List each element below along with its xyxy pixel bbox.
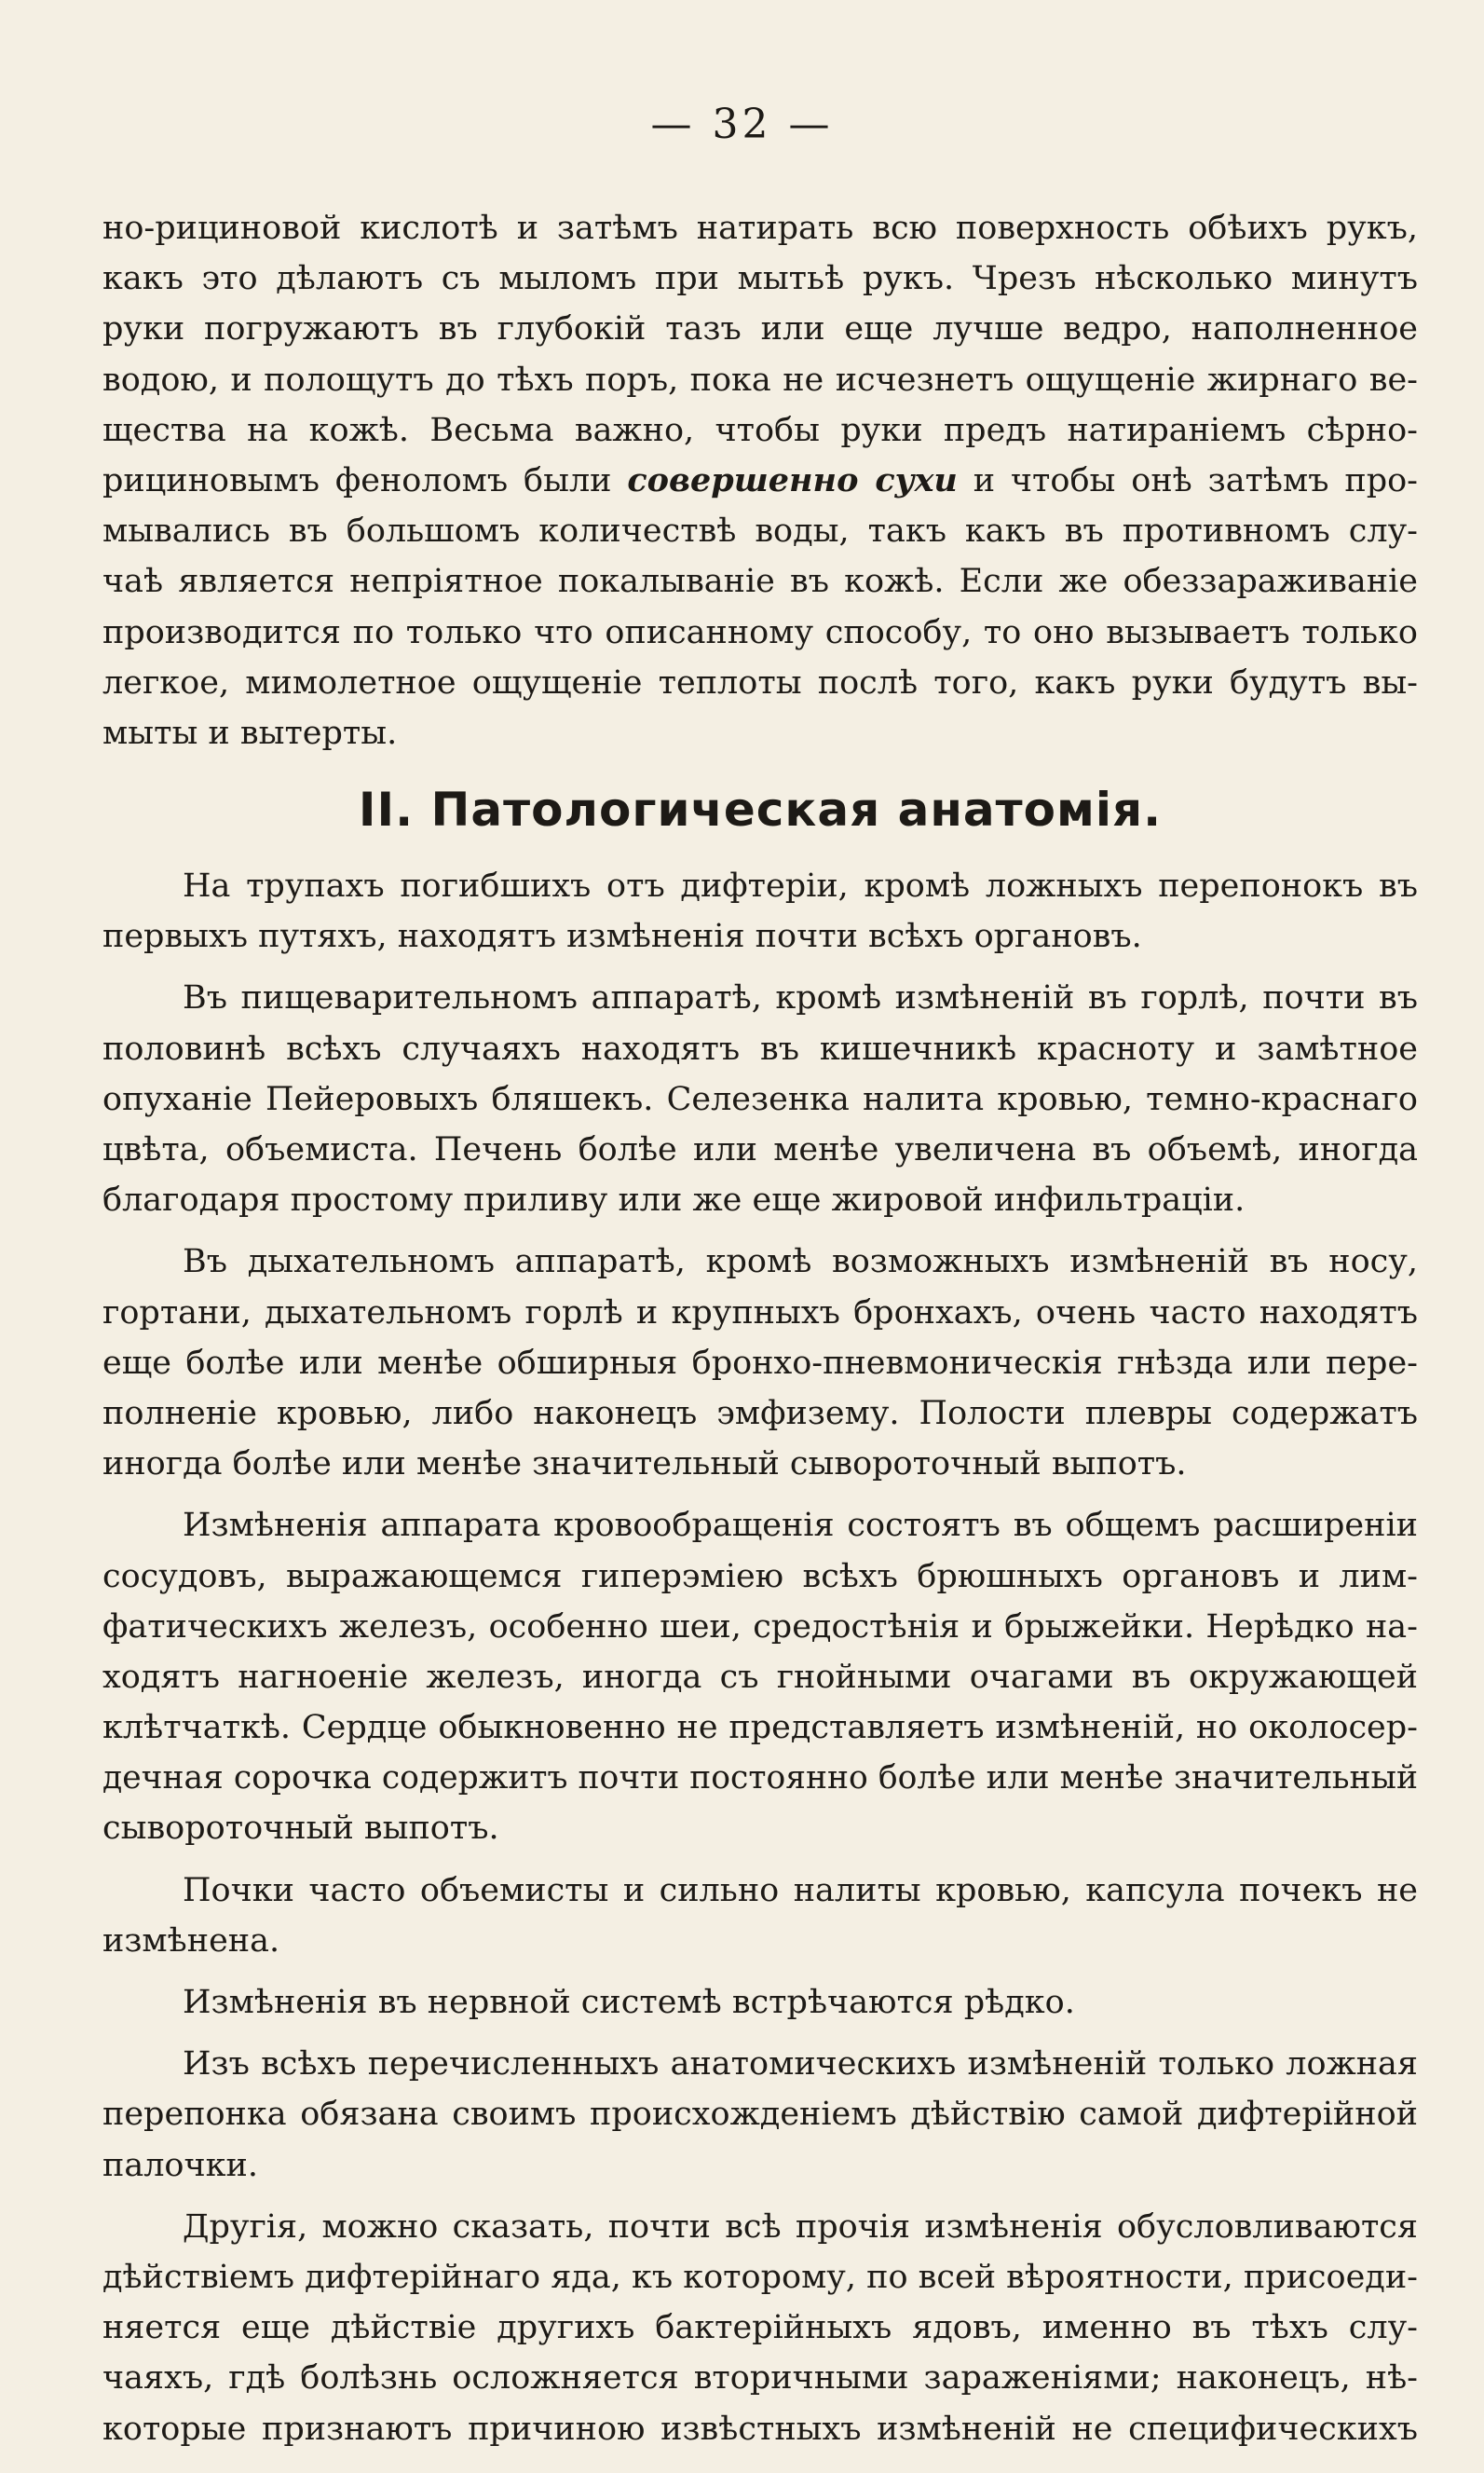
text-line: чаѣ является непріятное покалываніе въ кожѣ. Если же обеззараживаніе: [102, 563, 1418, 601]
text-line: первыхъ путяхъ, находятъ измѣненія почти всѣхъ органовъ.: [102, 918, 1142, 956]
text-line: иногда болѣе или менѣе значительный сывороточный выпотъ.: [102, 1445, 1187, 1483]
text-line: легкое, мимолетное ощущеніе теплоты послѣ того, какъ руки будутъ вы-: [102, 663, 1418, 702]
text-line: цвѣта, объемиста. Печень болѣе или менѣе увеличена въ объемѣ, иногда: [102, 1131, 1418, 1168]
text-line: Въ пищеварительномъ аппаратѣ, кромѣ измѣненій въ горлѣ, почти въ: [183, 979, 1418, 1018]
section-body: [102, 861, 1418, 2454]
paragraph: [102, 2202, 1418, 2454]
section-heading: II. Патологическая анатомія.: [358, 783, 1163, 838]
text-line: дечная сорочка содержитъ почти постоянно болѣе или менѣе значительный: [102, 1759, 1418, 1797]
text-line: Почки часто объемисты и сильно налиты кровью, капсула почекъ не: [183, 1871, 1418, 1909]
text-line: сосудовъ, выражающемся гиперэміею всѣхъ брюшныхъ органовъ и лим-: [102, 1557, 1418, 1595]
text-line: перепонка обязана своимъ происхожденіемъ дѣйствію самой дифтерійной: [102, 2096, 1418, 2134]
paragraph: [102, 1977, 1418, 2028]
paragraph: [102, 2039, 1418, 2191]
emphasized-text: совершенно сухи: [627, 460, 958, 499]
paragraph: [102, 973, 1418, 1225]
text-line: благодаря простому приливу или же еще жировой инфильтраціи.: [102, 1182, 1246, 1220]
text-line: ходятъ нагноеніе железъ, иногда съ гнойными очагами въ окружающей: [102, 1658, 1418, 1696]
text-line: гортани, дыхательномъ горлѣ и крупныхъ бронхахъ, очень часто находятъ: [102, 1293, 1418, 1332]
text-line-with-emphasis: [102, 456, 1418, 506]
text-line: клѣтчаткѣ. Сердце обыкновенно не представляетъ измѣненій, но околосер-: [102, 1709, 1418, 1747]
text-line: Измѣненія въ нервной системѣ встрѣчаются рѣдко.: [183, 1984, 1075, 2021]
page-number: — 32 —: [650, 101, 834, 148]
text-line: чаяхъ, гдѣ болѣзнь осложняется вторичными зараженіями; наконецъ, нѣ-: [102, 2359, 1418, 2398]
page-text: [102, 203, 1418, 2454]
text-line: Въ дыхательномъ аппаратѣ, кромѣ возможныхъ измѣненій въ носу,: [183, 1243, 1418, 1281]
text-line: дѣйствіемъ дифтерійнаго яда, къ которому, по всей вѣроятности, присоеди-: [102, 2258, 1418, 2296]
text-line: Другія, можно сказать, почти всѣ прочія измѣненія обусловливаются: [183, 2207, 1418, 2246]
text-line: водою, и полощутъ до тѣхъ поръ, пока не исчезнетъ ощущеніе жирнаго ве-: [102, 361, 1418, 399]
text-line: производится по только что описанному способу, то оно вызываетъ только: [102, 613, 1418, 651]
text-line: фатическихъ железъ, особенно шеи, средостѣнія и брыжейки. Нерѣдко на-: [102, 1607, 1418, 1646]
paragraph: [102, 1865, 1418, 1966]
text-line: палочки.: [102, 2146, 258, 2184]
text-line: еще болѣе или менѣе обширныя бронхо-пневмоническія гнѣзда или пере-: [102, 1344, 1418, 1382]
text-line: На трупахъ погибшихъ отъ дифтеріи, кромѣ ложныхъ перепонокъ въ: [183, 868, 1418, 906]
text-line: Изъ всѣхъ перечисленныхъ анатомическихъ измѣненій только ложная: [183, 2045, 1418, 2084]
paragraph: [102, 1500, 1418, 1853]
text-run: и чтобы онѣ затѣмъ про-: [957, 461, 1418, 499]
text-line: которые признаютъ причиною извѣстныхъ измѣненій не специфическихъ: [102, 2410, 1418, 2448]
text-line: щества на кожѣ. Весьма важно, чтобы руки предъ натираніемъ сѣрно-: [102, 411, 1418, 449]
text-line: руки погружаютъ въ глубокій тазъ или еще лучше ведро, наполненное: [102, 310, 1418, 348]
text-line: полненіе кровью, либо наконецъ эмфизему. Полости плевры содержатъ: [102, 1394, 1418, 1432]
text-line: Измѣненія аппарата кровообращенія состоятъ въ общемъ расширеніи: [183, 1507, 1418, 1545]
intro-paragraph: [102, 203, 1418, 758]
text-line: сывороточный выпотъ.: [102, 1810, 499, 1848]
paragraph: [102, 861, 1418, 962]
text-line: измѣнена.: [102, 1921, 280, 1960]
text-line: мывались въ большомъ количествѣ воды, такъ какъ въ противномъ слу-: [102, 512, 1418, 551]
text-line: какъ это дѣлаютъ съ мыломъ при мытьѣ рукъ. Чрезъ нѣсколько минутъ: [102, 260, 1418, 298]
text-line: опуханіе Пейеровыхъ бляшекъ. Селезенка налита кровью, темно-краснаго: [102, 1080, 1418, 1118]
text-line: но-рициновой кислотѣ и затѣмъ натирать всю поверхность обѣихъ рукъ,: [102, 210, 1418, 247]
text-run: рициновымъ феноломъ были: [102, 461, 628, 499]
text-line: половинѣ всѣхъ случаяхъ находятъ въ кишечникѣ красноту и замѣтное: [102, 1030, 1418, 1068]
text-line: няется еще дѣйствіе другихъ бактерійныхъ ядовъ, именно въ тѣхъ слу-: [102, 2309, 1418, 2347]
paragraph: [102, 1236, 1418, 1489]
text-line: мыты и вытерты.: [102, 714, 398, 752]
